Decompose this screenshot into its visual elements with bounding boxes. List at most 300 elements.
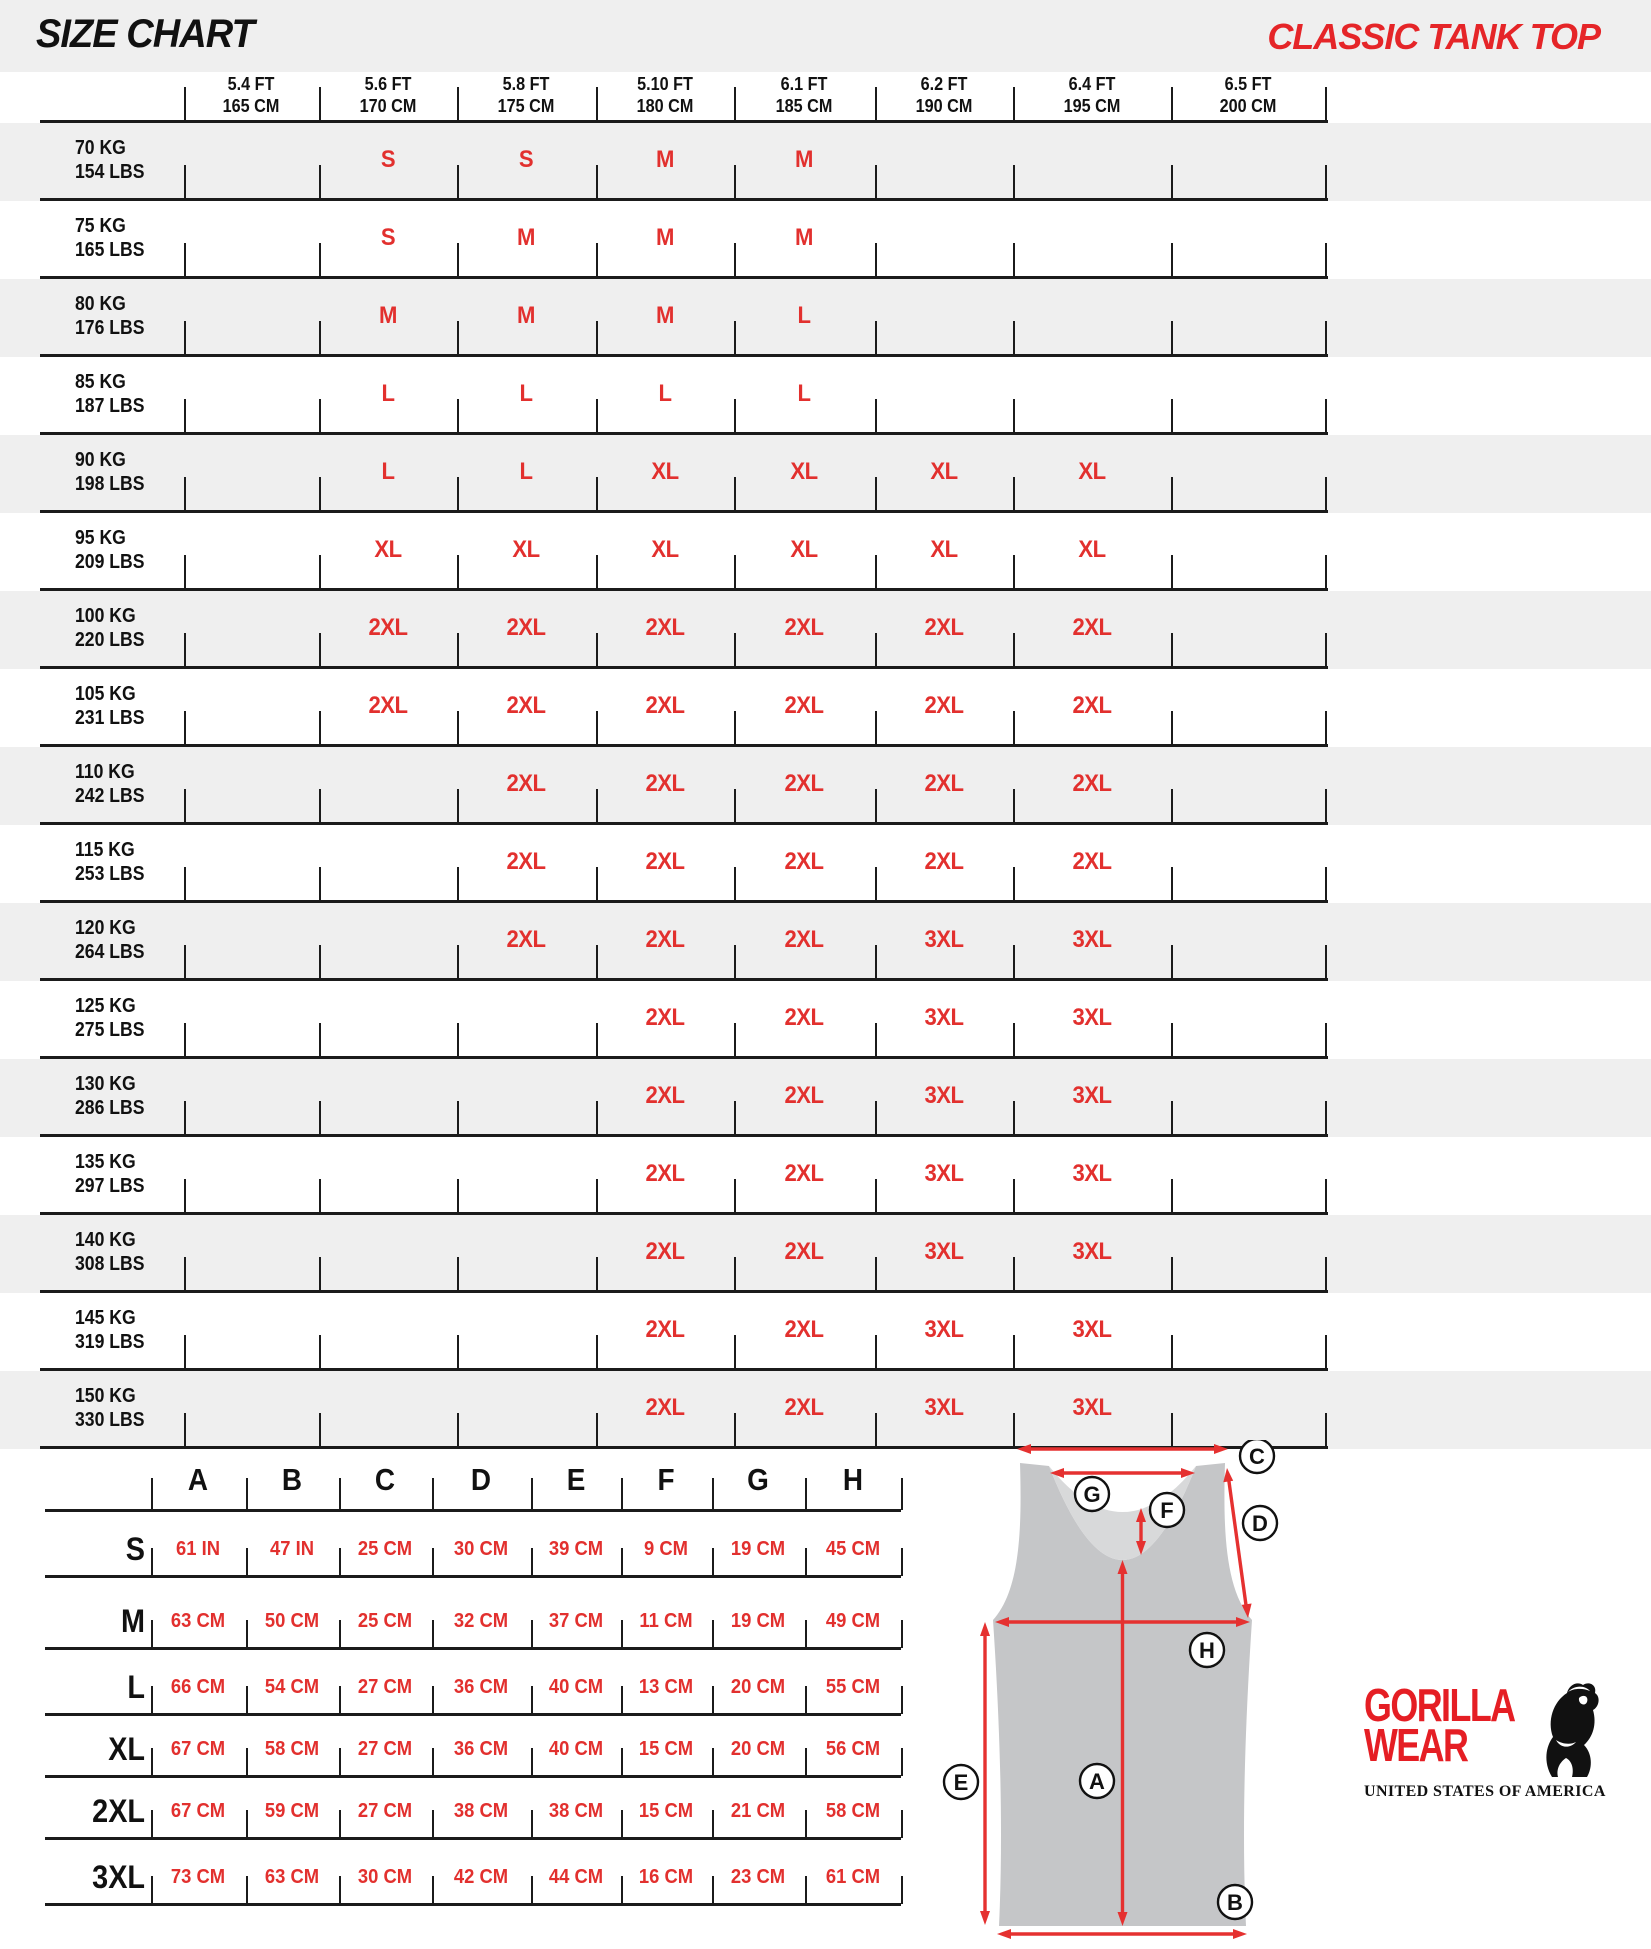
size-cell: XL bbox=[930, 536, 958, 563]
matrix-row-line bbox=[40, 744, 1328, 747]
matrix-row-tick bbox=[457, 633, 459, 666]
size-cell: 3XL bbox=[924, 1238, 964, 1265]
svg-text:E: E bbox=[953, 1769, 969, 1795]
measure-column-header: D bbox=[470, 1462, 492, 1497]
matrix-row-tick bbox=[184, 321, 186, 354]
measure-row-line bbox=[45, 1575, 901, 1578]
matrix-row-line bbox=[40, 276, 1328, 279]
measure-size-label: 2XL bbox=[92, 1793, 145, 1829]
measure-row-tick bbox=[805, 1548, 807, 1576]
measure-value-cell: 38 CM bbox=[453, 1800, 509, 1822]
measure-row-tick bbox=[246, 1548, 248, 1576]
matrix-row-tick bbox=[1013, 165, 1015, 198]
matrix-row-tick bbox=[875, 477, 877, 510]
measure-value-cell: 27 CM bbox=[357, 1800, 413, 1822]
size-cell: 2XL bbox=[784, 770, 824, 797]
size-cell: XL bbox=[930, 458, 958, 485]
measure-row-tick bbox=[339, 1548, 341, 1576]
weight-lbs-label: 198 LBS bbox=[75, 473, 145, 495]
measure-value-cell: 61 IN bbox=[176, 1538, 220, 1560]
measure-row-line bbox=[45, 1837, 901, 1840]
measure-row-tick bbox=[621, 1810, 623, 1838]
size-cell: XL bbox=[790, 536, 818, 563]
matrix-row-tick bbox=[875, 945, 877, 978]
matrix-row-tick bbox=[734, 399, 736, 432]
matrix-row-tick bbox=[1013, 633, 1015, 666]
matrix-row-tick bbox=[734, 477, 736, 510]
gorilla-wear-logo bbox=[1364, 1679, 1616, 1811]
measure-value-cell: 44 CM bbox=[548, 1866, 604, 1888]
measure-value-cell: 73 CM bbox=[170, 1866, 226, 1888]
size-cell: 2XL bbox=[784, 848, 824, 875]
matrix-row-tick bbox=[457, 1101, 459, 1134]
height-column-ft: 5.6 FT bbox=[364, 74, 412, 94]
matrix-row-tick bbox=[734, 1179, 736, 1212]
size-cell: 2XL bbox=[784, 692, 824, 719]
matrix-row-tick bbox=[319, 399, 321, 432]
row-stripe bbox=[0, 747, 1651, 825]
matrix-row-tick bbox=[1325, 1101, 1327, 1134]
matrix-row-tick bbox=[457, 1023, 459, 1056]
matrix-row-tick bbox=[875, 321, 877, 354]
matrix-row-tick bbox=[457, 711, 459, 744]
measure-row-tick bbox=[901, 1686, 903, 1714]
matrix-row-line bbox=[40, 198, 1328, 201]
size-cell: 2XL bbox=[1072, 848, 1112, 875]
matrix-row-tick bbox=[596, 1023, 598, 1056]
matrix-row-tick bbox=[596, 321, 598, 354]
matrix-row-tick bbox=[875, 789, 877, 822]
svg-text:D: D bbox=[1252, 1510, 1268, 1536]
size-cell: M bbox=[656, 224, 674, 251]
matrix-row-tick bbox=[1325, 243, 1327, 276]
matrix-row-tick bbox=[1013, 1257, 1015, 1290]
weight-kg-label: 140 KG bbox=[75, 1229, 136, 1251]
matrix-header-tick bbox=[1171, 87, 1173, 120]
matrix-row-tick bbox=[1171, 1179, 1173, 1212]
matrix-row-tick bbox=[596, 633, 598, 666]
height-column-ft: 5.10 FT bbox=[637, 74, 693, 94]
matrix-row-tick bbox=[319, 789, 321, 822]
matrix-row-tick bbox=[319, 1023, 321, 1056]
matrix-row-tick bbox=[1171, 1023, 1173, 1056]
measure-value-cell: 11 CM bbox=[639, 1610, 693, 1632]
measure-value-cell: 27 CM bbox=[357, 1676, 413, 1698]
matrix-row-line bbox=[40, 588, 1328, 591]
matrix-row-tick bbox=[457, 945, 459, 978]
matrix-row-tick bbox=[734, 945, 736, 978]
measure-header-tick bbox=[901, 1478, 903, 1510]
measure-column-header: G bbox=[747, 1462, 769, 1497]
height-column-ft: 6.4 FT bbox=[1068, 74, 1116, 94]
label-B bbox=[1218, 1885, 1252, 1919]
matrix-row-tick bbox=[596, 1179, 598, 1212]
matrix-row-tick bbox=[1325, 1179, 1327, 1212]
size-cell: 2XL bbox=[506, 848, 546, 875]
height-column-cm: 200 CM bbox=[1219, 96, 1277, 116]
matrix-row-tick bbox=[875, 1413, 877, 1446]
matrix-row-tick bbox=[734, 165, 736, 198]
matrix-row-tick bbox=[319, 477, 321, 510]
measure-value-cell: 30 CM bbox=[357, 1866, 413, 1888]
matrix-row-tick bbox=[1013, 1023, 1015, 1056]
size-cell: 2XL bbox=[784, 1238, 824, 1265]
matrix-row-line bbox=[40, 510, 1328, 513]
matrix-row-tick bbox=[184, 1335, 186, 1368]
matrix-row-tick bbox=[457, 477, 459, 510]
weight-kg-label: 120 KG bbox=[75, 917, 136, 939]
matrix-row-tick bbox=[1325, 945, 1327, 978]
weight-lbs-label: 286 LBS bbox=[75, 1097, 145, 1119]
matrix-row-tick bbox=[875, 633, 877, 666]
measure-value-cell: 61 CM bbox=[825, 1866, 881, 1888]
matrix-row-tick bbox=[1171, 1257, 1173, 1290]
size-cell: 3XL bbox=[1072, 1004, 1112, 1031]
matrix-row-tick bbox=[596, 711, 598, 744]
measure-row-tick bbox=[339, 1810, 341, 1838]
matrix-row-tick bbox=[734, 711, 736, 744]
matrix-header-tick bbox=[1325, 87, 1327, 120]
size-cell: M bbox=[379, 302, 397, 329]
matrix-row-tick bbox=[319, 165, 321, 198]
measure-header-tick bbox=[246, 1478, 248, 1510]
size-cell: 2XL bbox=[784, 1316, 824, 1343]
matrix-row-tick bbox=[875, 165, 877, 198]
matrix-row-tick bbox=[1325, 1023, 1327, 1056]
weight-lbs-label: 220 LBS bbox=[75, 629, 145, 651]
measure-value-cell: 67 CM bbox=[170, 1738, 226, 1760]
matrix-row-tick bbox=[1013, 789, 1015, 822]
size-cell: 2XL bbox=[1072, 614, 1112, 641]
size-cell: 2XL bbox=[784, 926, 824, 953]
matrix-row-tick bbox=[457, 321, 459, 354]
measure-row-tick bbox=[531, 1810, 533, 1838]
size-cell: 2XL bbox=[645, 1394, 685, 1421]
weight-lbs-label: 231 LBS bbox=[75, 707, 145, 729]
matrix-row-tick bbox=[184, 945, 186, 978]
height-column-ft: 5.8 FT bbox=[502, 74, 550, 94]
matrix-row-tick bbox=[1171, 867, 1173, 900]
weight-kg-label: 150 KG bbox=[75, 1385, 136, 1407]
matrix-row-tick bbox=[1171, 1101, 1173, 1134]
size-cell: 2XL bbox=[924, 770, 964, 797]
height-column-cm: 170 CM bbox=[359, 96, 417, 116]
size-cell: 2XL bbox=[784, 1004, 824, 1031]
size-cell: 2XL bbox=[506, 692, 546, 719]
measure-value-cell: 40 CM bbox=[548, 1738, 604, 1760]
measure-row-tick bbox=[432, 1620, 434, 1648]
size-cell: 3XL bbox=[924, 1160, 964, 1187]
matrix-header-tick bbox=[734, 87, 736, 120]
row-stripe bbox=[0, 1215, 1651, 1293]
measure-column-header: E bbox=[566, 1462, 586, 1497]
measure-value-cell: 49 CM bbox=[825, 1610, 881, 1632]
measure-column-header: F bbox=[657, 1462, 675, 1497]
matrix-row-tick bbox=[1325, 1335, 1327, 1368]
measure-row-tick bbox=[246, 1620, 248, 1648]
size-cell: 3XL bbox=[924, 1004, 964, 1031]
row-stripe bbox=[0, 903, 1651, 981]
matrix-row-tick bbox=[1325, 165, 1327, 198]
matrix-row-tick bbox=[734, 555, 736, 588]
weight-kg-label: 110 KG bbox=[75, 761, 135, 783]
matrix-row-tick bbox=[596, 555, 598, 588]
height-column-cm: 195 CM bbox=[1063, 96, 1121, 116]
measure-value-cell: 63 CM bbox=[264, 1866, 320, 1888]
matrix-row-tick bbox=[875, 1179, 877, 1212]
matrix-row-tick bbox=[596, 165, 598, 198]
matrix-row-tick bbox=[457, 789, 459, 822]
measure-row-tick bbox=[151, 1876, 153, 1904]
weight-kg-label: 85 KG bbox=[75, 371, 126, 393]
svg-text:F: F bbox=[1160, 1497, 1174, 1523]
weight-lbs-label: 275 LBS bbox=[75, 1019, 145, 1041]
measure-row-tick bbox=[339, 1876, 341, 1904]
measure-row-tick bbox=[246, 1748, 248, 1776]
measure-row-tick bbox=[151, 1620, 153, 1648]
weight-kg-label: 105 KG bbox=[75, 683, 136, 705]
height-column-ft: 5.4 FT bbox=[227, 74, 275, 94]
weight-lbs-label: 242 LBS bbox=[75, 785, 145, 807]
size-cell: 2XL bbox=[645, 1082, 685, 1109]
measure-value-cell: 37 CM bbox=[548, 1610, 604, 1632]
measure-column-header: A bbox=[187, 1462, 209, 1497]
matrix-row-tick bbox=[734, 867, 736, 900]
size-cell: M bbox=[795, 224, 813, 251]
measure-row-tick bbox=[805, 1748, 807, 1776]
measure-row-tick bbox=[621, 1686, 623, 1714]
measure-row-tick bbox=[246, 1876, 248, 1904]
matrix-row-tick bbox=[319, 1335, 321, 1368]
size-cell: M bbox=[517, 224, 535, 251]
matrix-row-tick bbox=[319, 633, 321, 666]
measure-value-cell: 59 CM bbox=[264, 1800, 320, 1822]
tank-top-measurement-diagram bbox=[935, 1440, 1365, 1949]
matrix-row-tick bbox=[596, 1335, 598, 1368]
size-cell: 2XL bbox=[506, 770, 546, 797]
weight-lbs-label: 330 LBS bbox=[75, 1409, 145, 1431]
matrix-row-tick bbox=[319, 321, 321, 354]
matrix-row-line bbox=[40, 666, 1328, 669]
matrix-row-tick bbox=[1013, 399, 1015, 432]
measure-row-tick bbox=[151, 1548, 153, 1576]
matrix-row-tick bbox=[1013, 243, 1015, 276]
matrix-row-tick bbox=[184, 711, 186, 744]
size-cell: L bbox=[797, 302, 811, 329]
measure-row-tick bbox=[621, 1620, 623, 1648]
size-cell: L bbox=[381, 458, 395, 485]
label-D bbox=[1243, 1506, 1277, 1540]
measure-size-label: M bbox=[121, 1603, 145, 1639]
matrix-row-tick bbox=[319, 711, 321, 744]
matrix-row-tick bbox=[1171, 165, 1173, 198]
measure-row-tick bbox=[805, 1810, 807, 1838]
matrix-row-tick bbox=[319, 1179, 321, 1212]
height-column-cm: 165 CM bbox=[222, 96, 280, 116]
weight-kg-label: 145 KG bbox=[75, 1307, 136, 1329]
matrix-row-tick bbox=[1171, 633, 1173, 666]
matrix-row-tick bbox=[596, 243, 598, 276]
matrix-row-tick bbox=[1171, 1335, 1173, 1368]
matrix-row-tick bbox=[184, 1023, 186, 1056]
measure-row-tick bbox=[805, 1686, 807, 1714]
measure-value-cell: 20 CM bbox=[730, 1676, 786, 1698]
matrix-row-tick bbox=[184, 243, 186, 276]
measure-row-tick bbox=[432, 1810, 434, 1838]
size-cell: 2XL bbox=[1072, 692, 1112, 719]
measure-value-cell: 21 CM bbox=[730, 1800, 786, 1822]
measure-row-tick bbox=[712, 1548, 714, 1576]
weight-kg-label: 80 KG bbox=[75, 293, 126, 315]
measure-value-cell: 66 CM bbox=[170, 1676, 226, 1698]
matrix-row-tick bbox=[457, 165, 459, 198]
size-cell: 2XL bbox=[506, 614, 546, 641]
measure-value-cell: 47 IN bbox=[270, 1538, 314, 1560]
weight-kg-label: 75 KG bbox=[75, 215, 126, 237]
matrix-row-tick bbox=[734, 243, 736, 276]
measure-row-tick bbox=[531, 1748, 533, 1776]
size-cell: 3XL bbox=[924, 1082, 964, 1109]
matrix-header-tick bbox=[875, 87, 877, 120]
svg-text:G: G bbox=[1083, 1481, 1101, 1507]
matrix-row-tick bbox=[734, 1257, 736, 1290]
matrix-row-tick bbox=[184, 867, 186, 900]
weight-kg-label: 130 KG bbox=[75, 1073, 136, 1095]
height-column-cm: 190 CM bbox=[915, 96, 973, 116]
measure-value-cell: 27 CM bbox=[357, 1738, 413, 1760]
matrix-row-line bbox=[40, 1134, 1328, 1137]
measure-row-tick bbox=[432, 1548, 434, 1576]
size-cell: 3XL bbox=[1072, 1394, 1112, 1421]
size-cell: 2XL bbox=[784, 1394, 824, 1421]
size-cell: XL bbox=[1078, 536, 1106, 563]
measure-value-cell: 13 CM bbox=[638, 1676, 694, 1698]
label-A bbox=[1080, 1764, 1114, 1798]
matrix-header-tick bbox=[184, 87, 186, 120]
measure-row-tick bbox=[805, 1620, 807, 1648]
matrix-row-tick bbox=[1171, 945, 1173, 978]
matrix-row-tick bbox=[596, 1101, 598, 1134]
measure-value-cell: 56 CM bbox=[825, 1738, 881, 1760]
height-column-ft: 6.2 FT bbox=[920, 74, 968, 94]
measure-row-tick bbox=[246, 1810, 248, 1838]
matrix-row-tick bbox=[734, 1023, 736, 1056]
matrix-row-tick bbox=[1013, 1335, 1015, 1368]
measure-row-tick bbox=[432, 1876, 434, 1904]
size-cell: 2XL bbox=[924, 614, 964, 641]
height-column-cm: 175 CM bbox=[497, 96, 555, 116]
row-stripe bbox=[0, 123, 1651, 201]
matrix-row-tick bbox=[184, 1101, 186, 1134]
matrix-row-tick bbox=[596, 945, 598, 978]
measure-value-cell: 40 CM bbox=[548, 1676, 604, 1698]
size-cell: 2XL bbox=[784, 1082, 824, 1109]
measure-row-tick bbox=[432, 1748, 434, 1776]
size-cell: M bbox=[795, 146, 813, 173]
measure-row-tick bbox=[805, 1876, 807, 1904]
matrix-row-tick bbox=[1325, 321, 1327, 354]
size-cell: L bbox=[519, 458, 533, 485]
matrix-row-tick bbox=[184, 555, 186, 588]
matrix-row-tick bbox=[457, 243, 459, 276]
weight-lbs-label: 187 LBS bbox=[75, 395, 145, 417]
measure-value-cell: 25 CM bbox=[357, 1610, 413, 1632]
label-F bbox=[1150, 1493, 1184, 1527]
matrix-row-tick bbox=[1013, 711, 1015, 744]
size-cell: XL bbox=[1078, 458, 1106, 485]
matrix-row-line bbox=[40, 1056, 1328, 1059]
matrix-row-tick bbox=[1013, 477, 1015, 510]
matrix-row-tick bbox=[1013, 1179, 1015, 1212]
matrix-row-tick bbox=[875, 711, 877, 744]
size-cell: M bbox=[517, 302, 535, 329]
matrix-header-tick bbox=[319, 87, 321, 120]
weight-lbs-label: 319 LBS bbox=[75, 1331, 145, 1353]
matrix-row-tick bbox=[457, 555, 459, 588]
matrix-row-line bbox=[40, 354, 1328, 357]
size-cell: 3XL bbox=[1072, 926, 1112, 953]
matrix-row-tick bbox=[457, 1257, 459, 1290]
size-cell: 2XL bbox=[924, 692, 964, 719]
size-cell: L bbox=[797, 380, 811, 407]
measure-value-cell: 50 CM bbox=[264, 1610, 320, 1632]
measure-value-cell: 55 CM bbox=[825, 1676, 881, 1698]
matrix-row-tick bbox=[596, 1257, 598, 1290]
logo-line1: GORILLA bbox=[1364, 1679, 1515, 1731]
measure-row-tick bbox=[432, 1686, 434, 1714]
measure-column-header: B bbox=[281, 1462, 303, 1497]
label-H bbox=[1190, 1633, 1224, 1667]
size-cell: 2XL bbox=[645, 692, 685, 719]
measure-value-cell: 38 CM bbox=[548, 1800, 604, 1822]
size-cell: 2XL bbox=[645, 1316, 685, 1343]
matrix-row-tick bbox=[734, 1101, 736, 1134]
weight-kg-label: 90 KG bbox=[75, 449, 126, 471]
size-cell: M bbox=[656, 302, 674, 329]
measure-row-tick bbox=[151, 1748, 153, 1776]
size-cell: S bbox=[380, 146, 396, 173]
weight-kg-label: 70 KG bbox=[75, 137, 126, 159]
weight-kg-label: 125 KG bbox=[75, 995, 136, 1017]
matrix-row-tick bbox=[596, 789, 598, 822]
size-cell: 2XL bbox=[645, 614, 685, 641]
measure-row-tick bbox=[901, 1876, 903, 1904]
measure-row-tick bbox=[901, 1620, 903, 1648]
measure-column-header: C bbox=[374, 1462, 396, 1497]
measure-value-cell: 9 CM bbox=[644, 1538, 688, 1560]
matrix-row-tick bbox=[1013, 867, 1015, 900]
matrix-row-line bbox=[40, 432, 1328, 435]
weight-lbs-label: 253 LBS bbox=[75, 863, 145, 885]
row-stripe bbox=[0, 435, 1651, 513]
measure-row-tick bbox=[151, 1810, 153, 1838]
measure-row-tick bbox=[712, 1748, 714, 1776]
matrix-row-line bbox=[40, 1212, 1328, 1215]
height-column-ft: 6.5 FT bbox=[1224, 74, 1272, 94]
matrix-row-tick bbox=[1325, 399, 1327, 432]
weight-kg-label: 135 KG bbox=[75, 1151, 136, 1173]
measure-row-tick bbox=[531, 1686, 533, 1714]
page-title: SIZE CHART bbox=[36, 12, 254, 56]
measure-row-tick bbox=[712, 1876, 714, 1904]
size-cell: XL bbox=[374, 536, 402, 563]
measure-row-tick bbox=[339, 1686, 341, 1714]
measure-header-line bbox=[45, 1509, 901, 1512]
measure-row-tick bbox=[712, 1810, 714, 1838]
measure-column-header: H bbox=[842, 1462, 864, 1497]
measure-value-cell: 15 CM bbox=[638, 1738, 694, 1760]
measure-row-line bbox=[45, 1647, 901, 1650]
